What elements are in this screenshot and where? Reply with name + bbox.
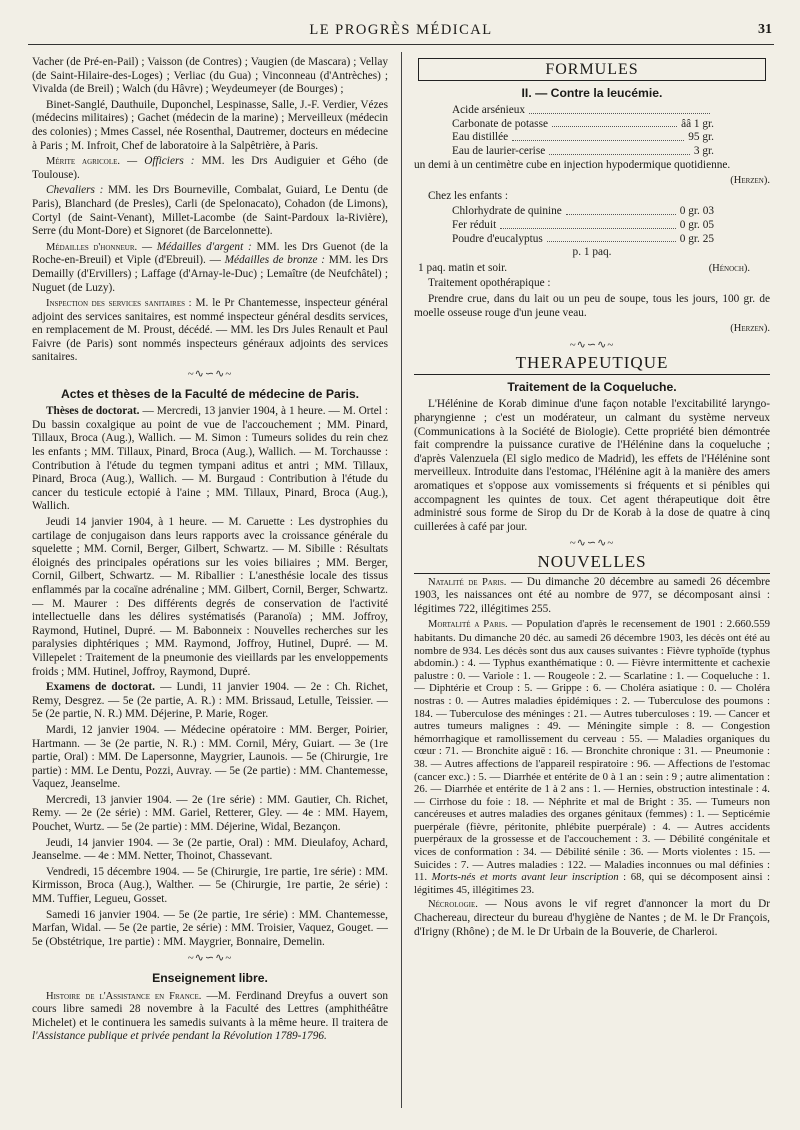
- necrologie-label: Nécrologie.: [428, 899, 478, 911]
- medailles-argent-label: — Médailles d'argent :: [141, 240, 252, 253]
- examens-paragraph-4: Jeudi, 14 janvier 1904. — 3e (2e partie, Oral) : MM. Dieulafoy, Achard, Jeanselme. — 4e : MM. Netter, Thoinot, Chassevant.: [32, 836, 388, 863]
- recipe-row: [414, 145, 770, 159]
- natalite-paragraph: [414, 576, 770, 617]
- leader-dots: [566, 205, 676, 215]
- paq-dose: 1 paq. matin et soir.: [418, 261, 508, 274]
- leader-dots: [512, 131, 684, 141]
- ingredient-name: Carbonate de potasse: [452, 117, 548, 130]
- theses-text-1: — Mercredi, 13 janvier 1904, à 1 heure. — M. Ortel : Du bassin coxalgique au point de vue de l'accouchement ; MM. Pinard, Tillaux, Broca (Aug.), Wallich. — M. Simon : Tumeurs solides du rein chez les enfants ; MM. Tillaux, Pinard, Broca (Aug.), Wallich. — M. Torchausse : Contribution à l'étude du tegmen tympani aditus et antri ; MM. Tillaux, Pinard, Broca (Aug.), Wallich. — M. Burgaud : Contribution à l'étude du cancer du testicule ectopié à l'aine ; MM. Tillaux, Pinard, Broca (Aug.), Wallich.: [32, 405, 388, 513]
- chevaliers-paragraph: [32, 184, 388, 238]
- running-title: LE PROGRÈS MÉDICAL: [309, 22, 493, 38]
- medailles-bronze-label: Médailles de bronze :: [224, 254, 326, 267]
- leader-dots: [547, 233, 676, 243]
- merite-officiers-label: — Officiers :: [127, 155, 195, 168]
- recipe-row: [414, 233, 770, 247]
- enseignement-text: —M. Ferdinand Dreyfus a ouvert son cours libre samedi 28 novembre à la Faculté des Lettres (amphithéâtre Michelet) et le continuera les samedis suivants à la même heure. Il traitera de: [32, 989, 388, 1029]
- ingredient-name: Acide arsénieux: [452, 104, 526, 117]
- paq-line: p. 1 paq.: [572, 246, 612, 259]
- ingredient-dose: 0 gr. 25: [679, 232, 714, 245]
- ingredient-name: Chlorhydrate de quinine: [452, 205, 562, 218]
- enseignement-label: Histoire de l'Assistance en France.: [46, 990, 202, 1002]
- enseignement-paragraph: [32, 990, 388, 1044]
- enseignement-section-title: Enseignement libre.: [152, 971, 268, 985]
- recipe-1-note: un demi à un centimètre cube en injection hypodermique quotidienne.: [414, 158, 731, 171]
- page-number: 31: [758, 22, 772, 37]
- paq-author: (Hénoch).: [708, 262, 750, 274]
- theses-paragraph-2: Jeudi 14 janvier 1904, à 1 heure. — M. Caruette : Les dystrophies du cartilage de conjugaison dans leurs rapports avec la croissance générale du squelette ; MM. Cornil, Berger, Gilbert, Schwartz. — M. Sibille : Résultats éloignés des principales opérations sur les voies biliaires ; MM. Berger, Cornil, Gilbert, Schwartz. — M. Riballier : L'anesthésie locale des tissus enflammés par la cocaïne adrénaline ; MM. Gilbert, Cornil, Berger, Schwartz. — M. Maurer : Des différents degrés de conservation de l'activité intellectuelle dans les délires systématisés (Paranoïa) ; MM. Joffroy, Raymond, Hutinel, Dupré. — M. Babonneix : Nouvelles recherches sur les paralysies diphtériques ; MM. Raymond, Joffroy, Hutinel, Dupré. — M. Villepelet : Traitement de la pneumonie des vieillards par les enveloppements froids ; MM. Hutinel, Joffroy, Raymond, Dupré.: [32, 516, 388, 678]
- recipe-row: [414, 104, 770, 118]
- nominations-paragraph-2: Binet-Sanglé, Dauthuile, Duponchel, Lespinasse, Salle, J.-F. Verdier, Vézes (médecins militaires) ; Gachet (médecin de la marine) ; Merveilleux (médecin des colonies) ; Mmes Cassel, née Rosenthal, Dautremer, docteurs en médecine à Paris ; M. Infroit, Chef de laboratoire à la Salpêtrière, à Paris.: [32, 98, 388, 152]
- recipe-row: [414, 131, 770, 145]
- column-divider: [401, 52, 402, 1108]
- enfants-label: Chez les enfants :: [428, 189, 508, 202]
- ingredient-dose: ââ 1 gr.: [681, 117, 714, 130]
- ingredient-name: Poudre d'eucalyptus: [452, 232, 543, 245]
- ingredient-name: Eau distillée: [452, 131, 509, 144]
- page-header: [30, 22, 772, 42]
- examens-label: Examens de doctorat.: [46, 681, 155, 694]
- necrologie-paragraph: [414, 898, 770, 939]
- coqueluche-title: Traitement de la Coqueluche.: [507, 379, 677, 394]
- examens-paragraph-5: Vendredi, 15 décembre 1904. — 5e (Chirurgie, 1re partie, 1re série) : MM. Kirmisson, Broca (Aug.), Walther. — 5e (Chirurgie, 1re partie, 2e série) : MM. Tuffier, Legueu, Gosset.: [32, 865, 388, 906]
- leucemie-title: II. — Contre la leucémie.: [521, 85, 663, 100]
- recipe-row: [414, 118, 770, 132]
- medailles-label: Médailles d'honneur.: [46, 241, 138, 253]
- leader-dots: [500, 219, 676, 229]
- merite-text: MM. les Drs Audiguier et Gého (de Toulouse).: [32, 155, 388, 181]
- recipe-row: [414, 205, 770, 219]
- leader-dots: [552, 118, 677, 128]
- merite-agricole-paragraph: [32, 155, 388, 182]
- inspection-paragraph: [32, 297, 388, 365]
- examens-paragraph-3: Mercredi, 13 janvier 1904. — 2e (1re série) : MM. Gautier, Ch. Richet, Remy. — 2e (2e série) : MM. Gariel, Retterer, Gley. — 4e : MM. Hayem, Pouchet, Wurtz. — 5e (2e partie) : MM. Déjerine, Widal, Bezançon.: [32, 793, 388, 834]
- right-column: [414, 56, 770, 1106]
- ingredient-name: Fer réduit: [452, 218, 497, 231]
- nouvelles-title: NOUVELLES: [414, 555, 770, 574]
- section-flourish-4: ~∿∽∿~: [569, 537, 615, 550]
- examens-text-1: — Lundi, 11 janvier 1904. — 2e : Ch. Richet, Remy, Desgrez. — 5e (2e partie, A. R.) : MM. Brissaud, Letulle, Teissier. — 5e (2e partie, N. R.) MM. Déjerine, P. Marie, Roger.: [32, 681, 388, 721]
- necrologie-text: — Nous avons le vif regret d'annoncer la mort du Dr Chachereau, directeur du bureau d'hygiène de Nantes ; de M. le Dr François, d'Irigny (Rhône) ; de M. le Dr Urbain de la Bouverie, de Charleroi.: [414, 898, 770, 938]
- mortalite-paragraph: [414, 618, 770, 896]
- formules-title: FORMULES: [418, 58, 766, 81]
- mortalite-text: — Population d'après le recensement de 1901 : 2.660.559 habitants. Du dimanche 20 déc. au samedi 26 décembre 1903, les décès ont été au nombre de 934. Les décès sont dus aux causes suivantes : Fièvre typhoïde (typhus abdomin.) : 4. — Typhus exanthématique : 0. — Fièvre intermittente et cachexie palustre : 0. — Variole : 1. — Rougeole : 2. — Scarlatine : 1. — Coqueluche : 1. — Diphtérie et Croup : 5. — Grippe : 6. — Choléra asiatique : 0. — Choléra nostras : 0. — Autres maladies épidémiques : 2. — Tuberculose des poumons : 184. — Tuberculose des méninges : 21. — Autres tuberculoses : 19. — Cancer et autres tumeurs malignes : 49. — Méningite simple : 8. — Congestion hémorrhagique et ramollissement du cerveau : 55. — Maladies organiques du cœur : 71. — Bronchite aiguë : 16. — Bronchite chronique : 31. — Pneumonie : 38. — Autres affections de l'appareil respiratoire : 96. — Affections de l'estomac (cancer exc.) : 5. — Diarrhée et entérite de 0 à 1 an : sein : 9 ; autre alimentation : 26. — Diarrhée et entérite de 1 à 2 ans : 1. — Hernies, obstruction intestinale : 4. — Cirrhose du foie : 18. — Néphrite et mal de Bright : 35. — Tumeurs non cancéreuses et autres maladies des organes génitaux (femmes) : 1. — Septicémie puerpérale (fièvre, péritonite, phlébite puerpérale) : 4. — Autres accidents puerpéraux de la grossesse et de l'accouchement : 3. — Débilité congénitale et vices de conformation : 34. — Débilité sénile : 36. — Morts violentes : 15. — Suicides : 7. — Autres maladies : 122. — Maladies inconnues ou mal définies : 11.: [414, 618, 770, 884]
- inspection-text: M. le Pr Chantemesse, inspecteur général adjoint des services sanitaires, est nommé inspecteur général desdits services, en remplacement de M. Proust, décédé. — MM. les Drs Jules Renault et Paul Faivre (de Paris) sont nommés inspecteurs généraux adjoints des services sanitaires.: [32, 297, 388, 364]
- opo-label: Traitement opothérapique :: [428, 277, 551, 290]
- mortnes-text: : 68, qui se décomposent ainsi : légitimes 45, illégitimes 23.: [414, 871, 770, 896]
- chevaliers-label: Chevaliers :: [46, 184, 104, 197]
- left-column: [32, 56, 388, 1106]
- enseignement-title-ital: l'Assistance publique et privée pendant la Révolution 1789-1796.: [32, 1030, 327, 1043]
- opo-author: (Herzen).: [730, 323, 770, 335]
- ingredient-dose: 95 gr.: [688, 131, 714, 144]
- theses-paragraph-1: [32, 405, 388, 514]
- medailles-text-2: MM. les Drs Demailly (d'Ervillers) ; Laffage (d'Arnay-le-Duc) ; Lemaître (de Neufchâtel) ; Nuguet (de Luzy).: [32, 254, 388, 294]
- natalite-label: Natalité de Paris.: [428, 576, 507, 588]
- natalite-text: — Du dimanche 20 décembre au samedi 26 décembre 1903, les naissances ont été au nombre de 977, se décomposant ainsi : légitimes 722, illégitimes 255.: [414, 575, 770, 615]
- section-flourish: ~∿∽∿~: [187, 368, 233, 381]
- header-rule: [28, 44, 774, 45]
- ingredient-dose: 3 gr.: [693, 144, 714, 157]
- examens-paragraph-1: [32, 681, 388, 722]
- ingredient-dose: 0 gr. 03: [679, 205, 714, 218]
- recipe-row: [414, 219, 770, 233]
- inspection-label: Inspection des services sanitaires :: [46, 298, 192, 310]
- actes-section-title: Actes et thèses de la Faculté de médecine de Paris.: [60, 386, 360, 401]
- ingredient-dose: 0 gr. 05: [679, 218, 714, 231]
- ingredient-name: Eau de laurier-cerise: [452, 144, 546, 157]
- examens-paragraph-6: Samedi 16 janvier 1904. — 5e (2e partie, 1re série) : MM. Chantemesse, Marfan, Widal. — 5e (2e partie, 2e série) : MM. Troisier, Vaquez, Gouget. — 5e (Obstétrique, 1re partie) : MM. Maygrier, Bonnaire, Demelin.: [32, 908, 388, 948]
- paq-dose-line: [414, 262, 770, 276]
- theses-label: Thèses de doctorat.: [46, 405, 140, 418]
- opo-text: Prendre crue, dans du lait ou un peu de soupe, tous les jours, 100 gr. de moelle osseuse rouge d'un jeune veau.: [414, 292, 770, 319]
- coqueluche-text: L'Hélénine de Korab diminue d'une façon notable l'excitabilité laryngo-pharyngienne ; c'est un modérateur, un calmant du système nerveux (Communications à la Société de Biologie). Cette propriété bien démontrée fait comprendre la puissance curative de l'Hélénine dans la coqueluche ; d'après Valenzuela (El siglo medico de Madrid), les effets de l'Hélénine sont merveilleux. Introduite dans l'estomac, l'Hélénine agit à la manière des amers aromatiques et s'oppose aux vomissements si fréquents et si pénibles qui accompagnent les quintes de toux. Cet agent thérapeutique doit être administré sous forme de Sirop du Dr de Korab à la dose de quatre à cinq cuillerées à café par jour.: [414, 398, 770, 533]
- chevaliers-text: MM. les Drs Bourneville, Combalat, Guiard, Le Dentu (de Paris), Blanchard (de Presles), Carli (de Spelonacato), Cohadon (de Limons), Cortyl (de Saint-Venant), Millet-Lacombe (de Saint-Pardoux la-Rivière), Serre (du Mont-Dore) et Signoret (de Barcelonnette).: [32, 184, 388, 238]
- leader-dots: [529, 104, 710, 114]
- examens-paragraph-2: Mardi, 12 janvier 1904. — Médecine opératoire : MM. Berger, Poirier, Hartmann. — 3e (2e partie, N. R.) : MM. Cornil, Méry, Guiart. — 3e (1re partie, Oral) : MM. De Lapersonne, Maygrier, Launois. — 5e (Chirurgie, 1re partie) : MM. Le Dentu, Pozzi, Auvray. — 5e (2e partie) : MM. Chantemesse, Vaquez, Jeanselme.: [32, 723, 388, 791]
- nominations-paragraph-1: Vacher (de Pré-en-Pail) ; Vaisson (de Contres) ; Vaugien (de Mascara) ; Vellay (de Saint-Hilaire-des-Loges) ; Verliac (du Gua) ; Vinconneau (d'Antrèches) ; Vivalda (de Breil) ; Walch (du Hâvre) ; Weydeumeyer (de Bourges) ;: [32, 56, 388, 96]
- merite-label: Mérite agricole.: [46, 156, 121, 168]
- medailles-text: MM. les Drs Guenot (de la Roche-en-Breuil) et Viple (d'Ebreuil). —: [32, 240, 388, 267]
- recipe-2: [414, 205, 770, 246]
- mortalite-label: Mortalité a Paris.: [428, 619, 508, 631]
- leader-dots: [549, 145, 690, 155]
- section-flourish-2: ~∿∽∿~: [187, 952, 233, 965]
- mortnes-label: Morts-nés et morts avant leur inscription: [431, 871, 619, 884]
- section-flourish-3: ~∿∽∿~: [569, 338, 615, 351]
- therapeutique-title: THERAPEUTIQUE: [414, 356, 770, 375]
- recipe-1: [414, 104, 770, 158]
- recipe-1-author: (Herzen).: [730, 175, 770, 187]
- medailles-paragraph: [32, 241, 388, 295]
